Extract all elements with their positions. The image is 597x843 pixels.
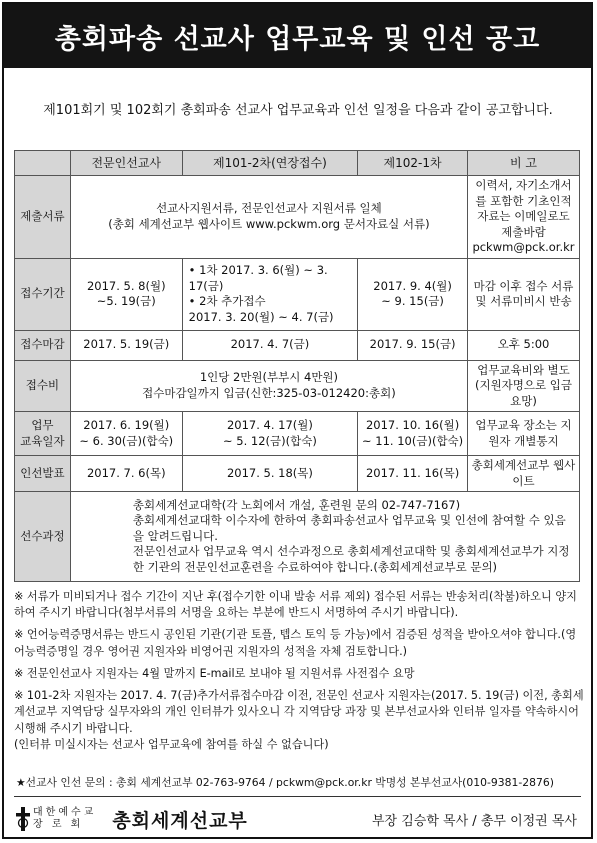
training-col3: 2017. 10. 16(월) ~ 11. 10(금)(합숙): [358, 412, 468, 456]
church-logo: [16, 807, 96, 832]
fee-line2: 접수마감일까지 입금(신한:325-03-012420:총회): [142, 385, 396, 400]
cross-icon: [16, 807, 30, 831]
row-label-submit-docs: 제출서류: [15, 176, 71, 259]
period-col2: • 1차 2017. 3. 6(월) ~ 3. 17(금) • 2차 추가접수 2017. 3. 20(월) ~ 4. 7(금): [182, 258, 358, 330]
note-item: ※ 서류가 미비되거나 접수 기간이 지난 후(접수기한 이내 발송 서류 제외) 접수된 서류는 반송처리(착불)하오니 양지하여 주시기 바랍니다(첨부서류의 서명을 요하는 부분에 반드시 서명하여 주시기 바랍니다).: [14, 590, 577, 620]
prereq-line1: 총회세계선교대학(각 노회에서 개설, 훈련원 문의 02-747-7167): [132, 497, 461, 512]
period-note: 마감 이후 접수 서류 및 서류미비시 반송: [467, 258, 579, 330]
intro-text: 제101회기 및 102회기 총회파송 선교사 업무교육과 인선 일정을 다음과 같이 공고합니다.: [43, 103, 553, 118]
training-col2: 2017. 4. 17(월) ~ 5. 12(금)(합숙): [182, 412, 358, 456]
org-name: 총회세계선교부: [112, 809, 248, 832]
fee-line1: 1인당 2만원(부부시 4만원): [199, 370, 339, 385]
table-row: [15, 330, 580, 360]
officers: 부장 김승학 목사 / 총무 이정권 목사: [372, 813, 577, 829]
announce-note: 총회세계선교부 웹사이트: [467, 456, 579, 492]
row-label-training: 업무 교육일자: [15, 412, 71, 456]
prereq-line3: 전문인선교사 업무교육 역시 선수과정으로 총회세계선교대학 및 총회세계선교부가 지정한 기관의 전문인선교훈련을 수료하여야 합니다.(총회세계선교부로 문의): [132, 544, 570, 574]
footer-divider: [14, 796, 581, 797]
submit-docs-note: 이력서, 자기소개서를 포함한 기초인적자료는 이메일로도 제출바람 pckwm@pck.or.kr: [467, 176, 579, 259]
announce-col2: 2017. 5. 18(목): [182, 456, 358, 492]
announce-col1: 2017. 7. 6(목): [70, 456, 182, 492]
training-note: 업무교육 장소는 지원자 개별통지: [467, 412, 579, 456]
prereq-line2: 총회세계선교대학 이수자에 한하여 총회파송선교사 업무교육 및 인선에 참여할 수 있음을 알려드립니다.: [132, 513, 566, 543]
deadline-col1: 2017. 5. 19(금): [70, 330, 182, 360]
fee-note: 업무교육비와 별도 (지원자명으로 입금요망): [467, 360, 579, 412]
deadline-col3: 2017. 9. 15(금): [358, 330, 468, 360]
deadline-note: 오후 5:00: [467, 330, 579, 360]
submit-docs-line1: 선교사지원서류, 전문인선교사 지원서류 일체: [156, 201, 382, 216]
table-row: [15, 492, 580, 582]
page-title: 총회파송 선교사 업무교육 및 인선 공고: [4, 4, 591, 68]
prereq-content: [70, 492, 579, 582]
announcement-page: [2, 2, 593, 839]
table-row: [15, 360, 580, 412]
table-row: [15, 176, 580, 259]
note-item: ※ 언어능력증명서류는 반드시 공인된 기관(기관 토플, 텝스 토익 등 가능)에서 검증된 성적을 받아오셔야 합니다.(영어능력증명일 경우 영어권 지원자와 비영어권 지원자의 성적을 자체 검토합니다.): [14, 628, 577, 658]
row-label-announce: 인선발표: [15, 456, 71, 492]
contact-info: ★선교사 인선 문의 : 총회 세계선교부 02-763-9764 / pckwm@pck.or.kr 박명성 본부선교사(010-9381-2876): [16, 776, 554, 789]
header-remarks: 비 고: [467, 151, 579, 176]
logo-line1: 대한예수교: [33, 806, 97, 818]
row-label-period: 접수기간: [15, 258, 71, 330]
row-label-prereq: 선수과정: [15, 492, 71, 582]
period-col3: 2017. 9. 4(월) ~ 9. 15(금): [358, 258, 468, 330]
footer: [14, 803, 581, 835]
table-row: [15, 412, 580, 456]
announce-col3: 2017. 11. 16(목): [358, 456, 468, 492]
fee-content: [70, 360, 467, 412]
training-col1: 2017. 6. 19(월) ~ 6. 30(금)(합숙): [70, 412, 182, 456]
submit-docs-line2: (총회 세계선교부 웹사이트 www.pckwm.org 문서자료실 서류): [108, 216, 430, 231]
note-item: ※ 전문인선교사 지원자는 4월 말까지 E-mail로 보내야 될 지원서류 사전접수 요망: [14, 666, 415, 680]
header-empty: [15, 151, 71, 176]
row-label-fee: 접수비: [15, 360, 71, 412]
logo-line2: 장 로 회: [33, 819, 84, 830]
header-professional: 전문인선교사: [70, 151, 182, 176]
table-header-row: [15, 151, 580, 176]
period-col1: 2017. 5. 8(월) ~5. 19(금): [70, 258, 182, 330]
header-102-1: 제102-1차: [358, 151, 468, 176]
row-label-deadline: 접수마감: [15, 330, 71, 360]
deadline-col2: 2017. 4. 7(금): [182, 330, 358, 360]
notes-section: [14, 589, 584, 759]
table-row: [15, 258, 580, 330]
note-item: ※ 101-2차 지원자는 2017. 4. 7(금)추가서류접수마감 이전, 전문인 선교사 지원자는(2017. 5. 19(금) 이전, 총회세계선교부 지역담당 실무자와의 개인 인터뷰가 있사오니 각 지역담당 과장 및 본부선교사와 인터뷰 일자를 약속하시어 시행해 주시기 바랍니다. (인터뷰 미실시자는 선교사 업무교육에 참여를 하실 수 없습니다): [14, 689, 584, 751]
header-101-2: 제101-2차(연장접수): [182, 151, 358, 176]
schedule-table: [14, 150, 580, 582]
table-row: [15, 456, 580, 492]
submit-docs-content: [70, 176, 467, 259]
